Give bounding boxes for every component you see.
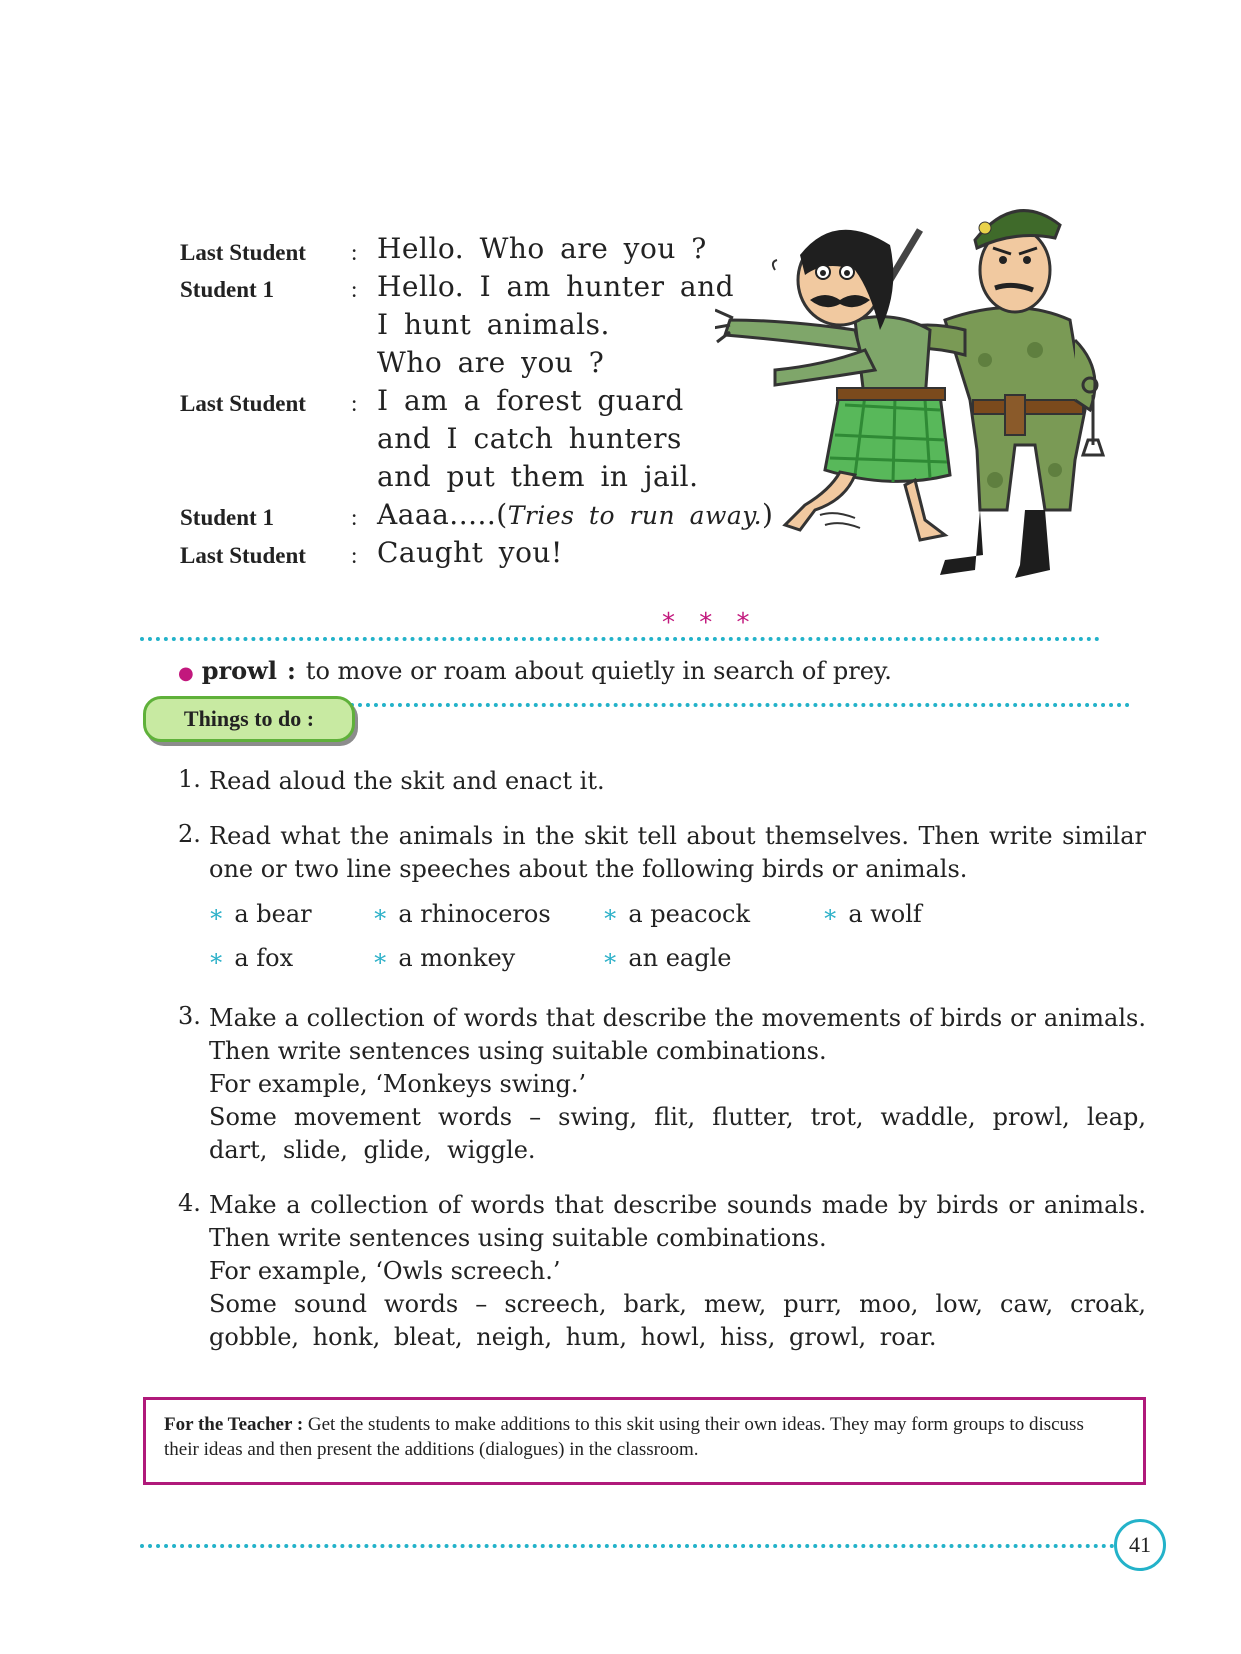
dialogue-line: I hunt animals. bbox=[377, 308, 610, 341]
dialogue-line: Hello. I am hunter and bbox=[377, 270, 735, 303]
glossary-entry bbox=[178, 656, 892, 685]
glossary-colon: : bbox=[286, 656, 296, 685]
page-number: 41 bbox=[1129, 1532, 1151, 1557]
animal-option: ∗ an eagle bbox=[602, 944, 732, 972]
page-number-badge bbox=[1114, 1519, 1166, 1571]
separator-stars: * * * bbox=[662, 608, 758, 638]
speaker-label: Last Student bbox=[180, 240, 306, 265]
item-words: Some sound words – screech, bark, mew, purr, moo, low, caw, croak, gobble, honk, bleat, neigh, hum, howl, hiss, growl, roar. bbox=[209, 1290, 1146, 1351]
item-text: Make a collection of words that describe sounds made by birds or animals. Then write sentences using suitable combinations. bbox=[209, 1191, 1146, 1252]
item-number: 3. bbox=[178, 1002, 201, 1030]
teacher-note-text: Get the students to make additions to this skit using their own ideas. They may form groups to discuss their ideas and then present the additions (dialogues) in the classroom. bbox=[164, 1414, 1084, 1460]
dotted-divider bbox=[140, 637, 1100, 641]
item-number: 2. bbox=[178, 820, 201, 848]
star-icon: ∗ bbox=[602, 900, 619, 928]
glossary-word: prowl bbox=[201, 656, 277, 685]
item-text: Make a collection of words that describe the movements of birds or animals. Then write sentences using suitable combinations. bbox=[209, 1004, 1146, 1065]
dialogue-line: I am a forest guard bbox=[377, 384, 684, 417]
speaker-label: Last Student bbox=[180, 543, 306, 568]
animal-option: ∗ a bear bbox=[208, 900, 312, 928]
speaker-label: Last Student bbox=[180, 391, 306, 416]
animal-option: ∗ a monkey bbox=[372, 944, 516, 972]
dialogue-line: and I catch hunters bbox=[377, 422, 682, 455]
star-icon: ∗ bbox=[372, 900, 389, 928]
star-icon: ∗ bbox=[208, 944, 225, 972]
speaker-colon: : bbox=[351, 391, 358, 416]
item-number: 1. bbox=[178, 765, 201, 793]
item-example: For example, ‘Owls screech.’ bbox=[209, 1257, 561, 1285]
speaker-colon: : bbox=[351, 240, 358, 265]
star-icon: ∗ bbox=[822, 900, 839, 928]
star-icon: ∗ bbox=[602, 944, 619, 972]
dialogue-line: Who are you ? bbox=[377, 346, 605, 379]
item-text: Read what the animals in the skit tell about themselves. Then write similar one or two line speeches about the following birds or animals. bbox=[209, 822, 1146, 883]
stage-direction: Tries to run away. bbox=[507, 501, 763, 530]
speaker-colon: : bbox=[351, 505, 358, 530]
dialogue-line: and put them in jail. bbox=[377, 460, 699, 493]
speaker-colon: : bbox=[351, 277, 358, 302]
star-icon: ∗ bbox=[372, 944, 389, 972]
speaker-label: Student 1 bbox=[180, 505, 274, 530]
item-example: For example, ‘Monkeys swing.’ bbox=[209, 1070, 587, 1098]
dialogue-line: Aaaa.....(Tries to run away.) bbox=[377, 498, 774, 531]
teacher-note-label: For the Teacher : bbox=[164, 1414, 304, 1435]
animal-option: ∗ a fox bbox=[208, 944, 294, 972]
gun-barrel bbox=[890, 230, 920, 280]
things-to-do-divider bbox=[350, 703, 1130, 707]
things-to-do-label bbox=[143, 696, 355, 742]
speaker-colon: : bbox=[351, 543, 358, 568]
glossary-definition: to move or roam about quietly in search of prey. bbox=[305, 657, 892, 685]
animal-option: ∗ a wolf bbox=[822, 900, 922, 928]
things-to-do-text: Things to do : bbox=[183, 706, 315, 731]
animal-option: ∗ a peacock bbox=[602, 900, 750, 928]
hunter-figure bbox=[715, 230, 950, 540]
dialogue-line: Hello. Who are you ? bbox=[377, 232, 707, 265]
item-number: 4. bbox=[178, 1189, 201, 1217]
dialogue-line: Caught you! bbox=[377, 536, 563, 569]
bullet-icon: ● bbox=[178, 663, 194, 684]
animal-option: ∗ a rhinoceros bbox=[372, 900, 551, 928]
teacher-note bbox=[164, 1412, 1123, 1462]
hunter-and-guard-illustration bbox=[715, 200, 1185, 610]
item-text: Read aloud the skit and enact it. bbox=[209, 767, 605, 795]
speaker-label: Student 1 bbox=[180, 277, 274, 302]
star-icon: ∗ bbox=[208, 900, 225, 928]
item-words: Some movement words – swing, flit, flutter, trot, waddle, prowl, leap, dart, slide, glide, wiggle. bbox=[209, 1103, 1146, 1164]
teacher-note-box bbox=[143, 1397, 1146, 1485]
footer-dotted-line bbox=[140, 1544, 1115, 1548]
